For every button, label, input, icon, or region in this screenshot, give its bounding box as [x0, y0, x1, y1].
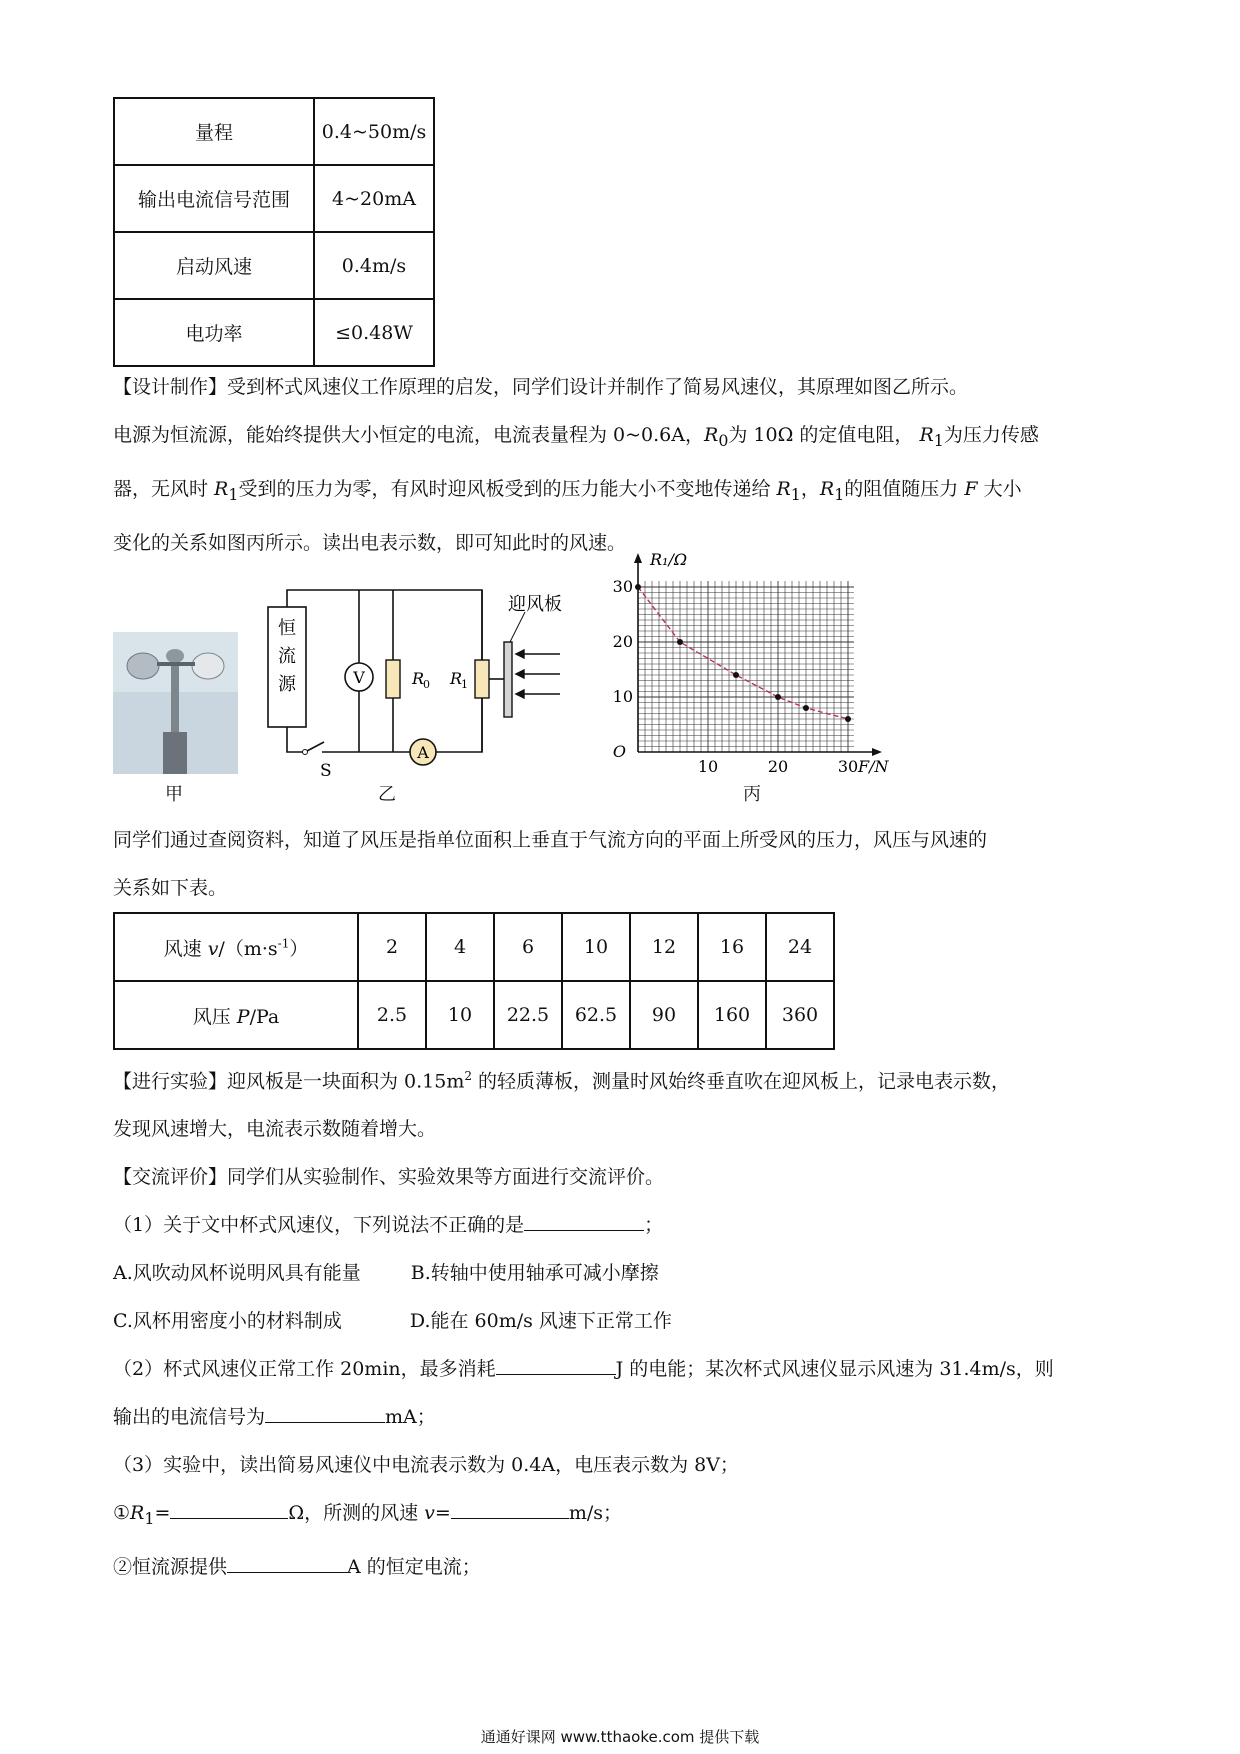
option-b: B.转轴中使用轴承可减小摩擦 — [410, 1262, 659, 1285]
table-cell: 4~20mA — [314, 165, 434, 232]
table-cell: 0.4m/s — [314, 232, 434, 299]
origin-label: O — [612, 742, 626, 761]
options-row — [113, 1297, 1133, 1345]
text-line: 发现风速增大，电流表示数随着增大。 — [113, 1118, 437, 1141]
y-tick-label: 30 — [612, 577, 633, 596]
option-a: A.风吹动风杯说明风具有能量 — [113, 1262, 361, 1285]
svg-text:A: A — [417, 743, 429, 762]
x-axis-label: F/N — [858, 757, 889, 776]
answer-blank[interactable] — [451, 1500, 569, 1519]
table-row — [114, 913, 834, 981]
y-tick-label: 10 — [612, 687, 633, 706]
svg-text:1: 1 — [461, 678, 468, 691]
table-cell: 90 — [630, 981, 698, 1049]
table-cell: 6 — [494, 913, 562, 981]
data-point — [803, 705, 809, 711]
table-cell: 160 — [698, 981, 766, 1049]
text-line: 器，无风时 $R_1$受到的压力为零，有风时迎风板受到的压力能大小不变地传递给 $R_1$，$R_1$的阻值随压力 F 大小 — [113, 477, 1022, 504]
switch-label: S — [320, 761, 332, 781]
table-cell: 16 — [698, 913, 766, 981]
wind-pressure-table — [113, 912, 835, 1050]
circuit-diagram — [260, 582, 610, 782]
svg-text:V: V — [353, 668, 365, 687]
design-paragraph — [113, 363, 1133, 567]
answer-blank[interactable] — [524, 1212, 644, 1231]
switch-s — [307, 742, 324, 751]
question-2: （2）杯式风速仪正常工作 20min，最多消耗 J 的电能；某次杯式风速仪显示风速为 31.4m/s，则 — [113, 1358, 1054, 1381]
answer-blank[interactable] — [227, 1554, 347, 1573]
table-cell: 2 — [358, 913, 426, 981]
table-cell: 4 — [426, 913, 494, 981]
y-tick-label: 20 — [612, 632, 633, 651]
wind-board — [504, 642, 512, 717]
svg-text:流: 流 — [278, 646, 296, 667]
table-row — [114, 981, 834, 1049]
table-cell: 12 — [630, 913, 698, 981]
table-cell: 输出电流信号范围 — [114, 165, 314, 232]
table-cell: 360 — [766, 981, 834, 1049]
table-cell: 2.5 — [358, 981, 426, 1049]
table-cell: 启动风速 — [114, 232, 314, 299]
data-point — [635, 584, 641, 590]
table-row — [114, 299, 434, 366]
table-row — [114, 98, 434, 165]
text-line: 同学们通过查阅资料，知道了风压是指单位面积上垂直于气流方向的平面上所受风的压力，风压与风速的 — [113, 829, 988, 851]
question-3-2: ②恒流源提供 A 的恒定电流； — [113, 1556, 481, 1579]
resistor-r1 — [475, 660, 489, 698]
text-line: 【设计制作】受到杯式风速仪工作原理的启发，同学们设计并制作了简易风速仪，其原理如图乙所示。 — [113, 376, 969, 398]
table-row — [114, 165, 434, 232]
answer-blank[interactable] — [170, 1500, 288, 1519]
data-point — [775, 694, 781, 700]
text-line: 【交流评价】同学们从实验制作、实验效果等方面进行交流评价。 — [113, 1166, 665, 1189]
table-cell: 10 — [562, 913, 630, 981]
r1-force-chart — [610, 550, 910, 785]
options-row — [113, 1249, 1133, 1297]
x-tick-label: 10 — [697, 757, 719, 776]
text-line: 关系如下表。 — [113, 877, 228, 899]
answer-blank[interactable] — [265, 1404, 385, 1423]
option-d: D.能在 60m/s 风速下正常工作 — [409, 1310, 672, 1333]
table-cell: 10 — [426, 981, 494, 1049]
table-cell: 电功率 — [114, 299, 314, 366]
questions-block — [113, 1052, 1133, 1591]
spec-table — [113, 97, 435, 367]
figure-caption-bing: 丙 — [743, 784, 761, 805]
question-3-1: $①R_1= \Omega$，所测的风速 v= m/s； — [113, 1502, 622, 1529]
text-line: 变化的关系如图丙所示。读出电表示数，即可知此时的风速。 — [113, 531, 627, 554]
x-axis-arrow — [872, 748, 882, 756]
svg-text:恒: 恒 — [278, 618, 296, 639]
table-row — [114, 232, 434, 299]
page-footer: 通通好课网 www.tthaoke.com 提供下载 — [480, 1728, 760, 1746]
text-line: 电源为恒流源，能始终提供大小恒定的电流，电流表量程为 0~0.6A，$R_0$为 10Ω 的定值电阻， $R_1$为压力传感 — [113, 424, 1039, 450]
question-2-cont: 输出的电流信号为 mA； — [113, 1406, 436, 1429]
question-3: （3）实验中，读出简易风速仪中电流表示数为 0.4A，电压表示数为 8V； — [113, 1454, 739, 1477]
figure-caption-yi: 乙 — [378, 784, 396, 805]
figure-caption-jia: 甲 — [165, 784, 183, 805]
anemometer-photo — [113, 632, 238, 774]
data-point — [845, 716, 851, 722]
svg-text:源: 源 — [278, 674, 296, 695]
data-point — [677, 639, 683, 645]
x-tick-label: 20 — [767, 757, 789, 776]
table-cell: 62.5 — [562, 981, 630, 1049]
table-header-speed: 风速 $v/(m\cdot s^{-1})$ — [114, 913, 358, 981]
x-tick-label: 30 — [837, 757, 859, 776]
svg-text:R: R — [450, 669, 463, 688]
table-cell: 24 — [766, 913, 834, 981]
answer-blank[interactable] — [496, 1356, 616, 1375]
text-line: 【进行实验】迎风板是一块面积为 $0.15m^2$ 的轻质薄板，测量时风始终垂直吹在迎风板上，记录电表示数， — [113, 1069, 1011, 1093]
option-c: C.风杯用密度小的材料制成 — [113, 1310, 342, 1333]
wind-board-label: 迎风板 — [508, 594, 562, 615]
pressure-paragraph — [113, 816, 1133, 912]
table-header-pressure: 风压 P/Pa — [114, 981, 358, 1049]
data-point — [733, 672, 739, 678]
svg-text:R: R — [412, 669, 425, 688]
question-1: （1）关于文中杯式风速仪，下列说法不正确的是 ； — [113, 1214, 664, 1237]
table-cell: ≤0.48W — [314, 299, 434, 366]
table-cell: 0.4~50m/s — [314, 98, 434, 165]
svg-text:0: 0 — [423, 678, 430, 691]
table-cell: 22.5 — [494, 981, 562, 1049]
table-cell: 量程 — [114, 98, 314, 165]
resistor-r0 — [386, 660, 400, 698]
y-axis-label: R₁/Ω — [650, 550, 688, 569]
